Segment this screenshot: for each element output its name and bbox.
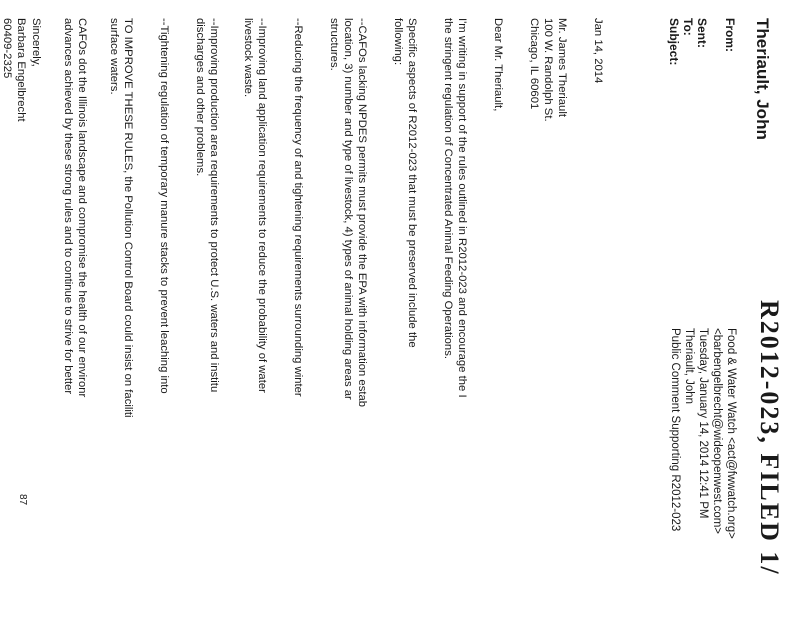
sender-name: Theriault, John (753, 18, 772, 140)
bullet-1-line2: location, 3) number and type of livestock, 4) types of animal holding areas ar (342, 18, 354, 400)
from-value-line1: Food & Water Watch <act@fwwatch.org> (725, 328, 737, 539)
page-number: 87 (17, 494, 28, 506)
from-value-line2: <barbengelbrecht@wideopenwest.com> (711, 328, 723, 535)
salutation: Dear Mr. Theriault, (492, 18, 504, 112)
bullet-3-line2: livestock waste. (242, 18, 254, 98)
address-line1: Mr. James Theriault (556, 18, 568, 117)
paragraph-1-line2: the stringent regulation of Concentrated Animal Feeding Operations. (442, 18, 454, 359)
subject-label: Subject: (667, 18, 681, 66)
from-label: From: (723, 18, 737, 52)
bullet-1-line1: --CAFOs lacking NPDES permits must provide the EPA with information estab (356, 18, 368, 408)
paragraph-4-line2: advances achieved by these strong rules and to continue to strive for better (62, 18, 74, 395)
paragraph-1-line1: I'm writing in support of the rules outlined in R2012-023 and encourage the I (456, 18, 468, 398)
sent-label: Sent: (695, 18, 709, 48)
paragraph-2-line1: Specific aspects of R2012-023 that must be preserved include the (406, 18, 418, 348)
signature-name: Barbara Engelbrecht (15, 18, 27, 122)
address-line3: Chicago, IL 60601 (528, 18, 540, 110)
bullet-4-line1: --Improving production area requirements to protect U.S. waters and institu (208, 18, 220, 393)
paragraph-3-line2: surface waters. (108, 18, 120, 95)
bullet-4-line2: discharges and other problems. (194, 18, 206, 177)
paragraph-2-line2: following: (392, 18, 404, 66)
address-line2: 100 W. Randolph St. (542, 18, 554, 122)
to-value: Theriault, John (683, 328, 695, 405)
subject-value: Public Comment Supporting R2012-023 (669, 328, 681, 532)
bullet-1-line3: structures. (328, 18, 340, 71)
bullet-3-line1: --Improving land application requirements to reduce the probability of water (256, 18, 268, 393)
closing: Sincerely, (30, 18, 42, 67)
sent-value: Tuesday, January 14, 2014 12:41 PM (697, 328, 709, 519)
paragraph-4-line1: CAFOs dot the Illinois landscape and compromise the health of our environr (76, 18, 88, 398)
to-label: To: (681, 18, 695, 36)
bullet-2-line1: --Reducing the frequency of and tightening requirements surrounding winter (292, 18, 304, 397)
filing-stamp: R2012-023, FILED 1/ (755, 300, 784, 576)
paragraph-3-line1: TO IMPROVE THESE RULES, the Pollution Control Board could insist on faciliti (122, 18, 134, 418)
letter-date: Jan 14, 2014 (592, 18, 604, 84)
bullet-5-line1: --Tightening regulation of temporary manure stacks to prevent leaching into (158, 18, 170, 394)
signature-zip: 60409-2325 (1, 18, 13, 79)
